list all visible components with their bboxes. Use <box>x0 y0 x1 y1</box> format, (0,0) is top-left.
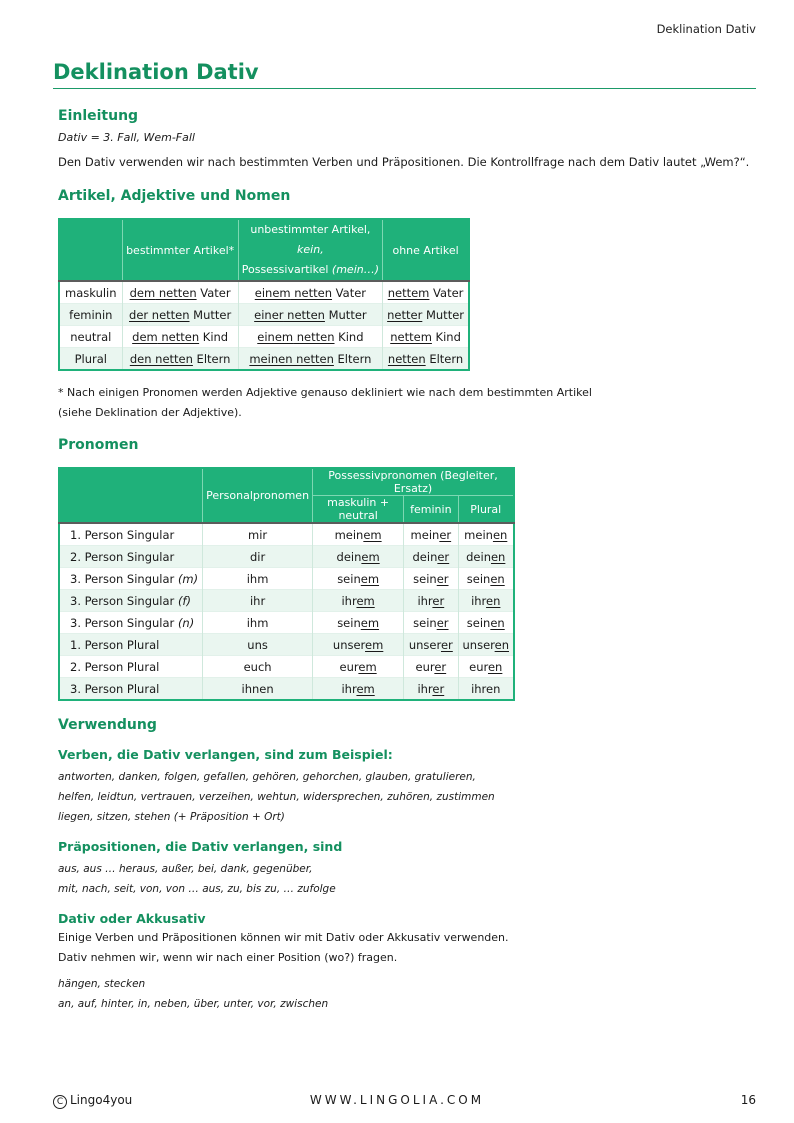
inflected-word: nettem <box>387 285 430 300</box>
indef-line2a: Possessivartikel <box>241 263 332 276</box>
noun: Mutter <box>422 307 464 322</box>
table-cell <box>238 281 382 304</box>
person-label <box>59 678 203 701</box>
articles-body <box>59 281 469 370</box>
verbs-line: antworten, danken, folgen, gefallen, gehören, gehorchen, glauben, gratulieren, <box>58 771 476 783</box>
inflected-word: netten <box>283 307 325 322</box>
inflected-word: netter <box>387 307 423 322</box>
table-cell <box>122 281 238 304</box>
person-text: 3. Person Singular <box>70 593 178 608</box>
table-row <box>59 546 514 568</box>
pronoun-stem: ihr <box>341 681 357 696</box>
gender-label: maskulin <box>59 281 122 304</box>
pronoun-stem: ihren <box>471 681 501 696</box>
noun: Vater <box>196 285 231 300</box>
inflected-word: den <box>129 351 152 366</box>
prepositions-line: mit, nach, seit, von, von … aus, zu, bis zu, … zufolge <box>58 883 336 895</box>
articles-note-1: * Nach einigen Pronomen werden Adjektive genauso dekliniert wie nach dem bestimmten Artikel <box>58 386 592 399</box>
pronoun-stem: sein <box>466 615 491 630</box>
possessive-pronoun <box>458 568 514 590</box>
pronoun-ending: en <box>486 593 501 608</box>
possessive-pronoun <box>313 546 404 568</box>
pronoun-stem: ihr <box>417 593 433 608</box>
pronoun-stem: unser <box>332 637 366 652</box>
pronoun-stem: dein <box>466 549 491 564</box>
inflected-word: netten <box>387 351 426 366</box>
prepositions-heading: Präpositionen, die Dativ verlangen, sind <box>58 839 343 854</box>
intro-heading: Einleitung <box>58 108 139 124</box>
pronoun-ending: em <box>365 637 384 652</box>
personal-pronoun: uns <box>203 634 313 656</box>
table-cell <box>383 348 469 371</box>
table-row <box>59 348 469 371</box>
pronoun-ending: er <box>436 571 449 586</box>
possessive-pronoun <box>404 546 458 568</box>
table-cell <box>238 326 382 348</box>
possessive-pronoun <box>313 523 404 546</box>
pronoun-ending: en <box>490 571 505 586</box>
possessive-pronoun <box>458 612 514 634</box>
verbs-line: liegen, sitzen, stehen (+ Präposition + Ort) <box>58 811 285 823</box>
personal-pronoun: ihnen <box>203 678 313 701</box>
person-text: 3. Person Singular <box>70 571 178 586</box>
table-row <box>59 304 469 326</box>
indef-line1b: kein, <box>297 243 324 256</box>
pronoun-stem: eur <box>339 659 359 674</box>
inflected-word: netten <box>155 285 197 300</box>
inflected-word: dem <box>129 285 156 300</box>
prepositions-line: aus, aus … heraus, außer, bei, dank, gegenüber, <box>58 863 313 875</box>
title-block <box>53 60 756 89</box>
person-label <box>59 523 203 546</box>
table-row <box>59 634 514 656</box>
inflected-word: einem <box>254 285 291 300</box>
table-row <box>59 568 514 590</box>
pronouns-table <box>58 467 515 701</box>
table-cell <box>122 348 238 371</box>
inflected-word: netten <box>293 329 335 344</box>
pronouns-heading: Pronomen <box>58 437 139 453</box>
inflected-word: netten <box>292 351 334 366</box>
inflected-word: einem <box>257 329 294 344</box>
pronoun-ending: em <box>356 681 375 696</box>
personal-pronoun: dir <box>203 546 313 568</box>
pronoun-stem: dein <box>412 549 438 564</box>
pronoun-stem: dein <box>336 549 362 564</box>
pronoun-stem: mein <box>334 527 364 542</box>
personal-pronoun: ihm <box>203 568 313 590</box>
gender-marker: (m) <box>177 571 199 586</box>
dat-acc-examples <box>58 974 758 1014</box>
intro-subtitle: Dativ = 3. Fall, Wem-Fall <box>58 131 195 144</box>
possessive-pronoun <box>458 656 514 678</box>
personal-pronoun: ihm <box>203 612 313 634</box>
person-text: 1. Person Plural <box>70 637 160 652</box>
possessive-pronoun <box>458 634 514 656</box>
inflected-word: dem <box>132 329 158 344</box>
personal-pronoun: euch <box>203 656 313 678</box>
table-row <box>59 281 469 304</box>
noun: Eltern <box>425 351 464 366</box>
possessive-pronoun <box>404 634 458 656</box>
table-cell <box>122 304 238 326</box>
pronoun-ending: em <box>356 593 375 608</box>
pronoun-stem: mein <box>410 527 440 542</box>
pronouns-header-empty <box>59 468 203 523</box>
pronoun-stem: sein <box>337 615 361 630</box>
pronoun-stem: ihr <box>341 593 357 608</box>
noun: Mutter <box>189 307 232 322</box>
verbs-heading: Verben, die Dativ verlangen, sind zum Beispiel: <box>58 747 393 762</box>
indef-line1a: unbestimmter Artikel, <box>250 223 371 236</box>
person-label <box>59 612 203 634</box>
page-number: 16 <box>740 1093 756 1107</box>
gender-label: feminin <box>59 304 122 326</box>
inflected-word: netten <box>148 307 190 322</box>
pronouns-header-masc-neutral: maskulin + neutral <box>313 496 404 524</box>
table-row <box>59 326 469 348</box>
table-cell <box>238 304 382 326</box>
person-text: 1. Person Singular <box>70 527 175 542</box>
running-header: Deklination Dativ <box>656 22 756 36</box>
pronoun-stem: sein <box>413 571 437 586</box>
table-row <box>59 523 514 546</box>
table-row <box>59 678 514 701</box>
table-row <box>59 590 514 612</box>
inflected-word: meinen <box>249 351 293 366</box>
pronoun-ending: en <box>494 637 509 652</box>
possessive-pronoun <box>404 523 458 546</box>
person-text: 2. Person Plural <box>70 659 160 674</box>
pronouns-header-personal: Personalpronomen <box>203 468 313 523</box>
pronoun-ending: en <box>487 659 503 674</box>
articles-heading: Artikel, Adjektive und Nomen <box>58 188 291 204</box>
noun: Vater <box>429 285 464 300</box>
pronoun-ending: er <box>440 637 453 652</box>
copyright-icon: C <box>53 1095 67 1109</box>
pronoun-ending: em <box>363 527 382 542</box>
possessive-pronoun <box>313 568 404 590</box>
dat-acc-example-line: an, auf, hinter, in, neben, über, unter, vor, zwischen <box>58 998 329 1010</box>
pronoun-ending: er <box>432 593 445 608</box>
pronoun-ending: em <box>361 549 380 564</box>
pronoun-stem: eur <box>469 659 488 674</box>
pronoun-ending: er <box>439 527 452 542</box>
gender-marker: (n) <box>177 615 195 630</box>
person-text: 3. Person Plural <box>70 681 160 696</box>
articles-table <box>58 218 470 371</box>
pronoun-ending: em <box>360 615 380 630</box>
pronoun-ending: er <box>432 681 445 696</box>
dat-acc-heading: Dativ oder Akkusativ <box>58 911 206 926</box>
personal-pronoun: ihr <box>203 590 313 612</box>
dat-acc-text: Dativ nehmen wir, wenn wir nach einer Position (wo?) fragen. <box>58 951 398 964</box>
table-cell <box>383 281 469 304</box>
prepositions-list <box>58 859 758 899</box>
articles-header-definite: bestimmter Artikel* <box>122 219 238 281</box>
pronoun-ending: er <box>437 549 450 564</box>
pronouns-header-plural: Plural <box>458 496 514 524</box>
content <box>58 108 758 1014</box>
footer-brand: Lingo4you <box>70 1093 133 1107</box>
possessive-pronoun <box>458 546 514 568</box>
articles-note-2: (siehe Deklination der Adjektive). <box>58 406 242 419</box>
person-text: 3. Person Singular <box>70 615 178 630</box>
possessive-pronoun <box>404 656 458 678</box>
person-text: 2. Person Singular <box>70 549 175 564</box>
pronoun-stem: ihr <box>471 593 487 608</box>
noun: Kind <box>199 329 229 344</box>
possessive-pronoun <box>458 678 514 701</box>
pronouns-header-feminine: feminin <box>404 496 458 524</box>
table-row <box>59 656 514 678</box>
possessive-pronoun <box>313 612 404 634</box>
articles-header-indefinite <box>238 219 382 281</box>
pronouns-body <box>59 523 514 700</box>
noun: Kind <box>431 329 461 344</box>
inflected-word: nettem <box>390 329 432 344</box>
noun: Kind <box>334 329 364 344</box>
pronoun-stem: sein <box>413 615 437 630</box>
inflected-word: einer <box>254 307 284 322</box>
table-cell <box>383 326 469 348</box>
person-label <box>59 546 203 568</box>
noun: Mutter <box>324 307 367 322</box>
possessive-pronoun <box>313 678 404 701</box>
pronoun-stem: unser <box>408 637 441 652</box>
pronoun-ending: en <box>490 549 506 564</box>
pronoun-ending: en <box>492 527 508 542</box>
indef-line2b: (mein…) <box>331 263 380 276</box>
pronoun-ending: en <box>490 615 505 630</box>
inflected-word: netten <box>290 285 333 300</box>
possessive-pronoun <box>313 634 404 656</box>
page-title: Deklination Dativ <box>53 60 259 84</box>
articles-header-no-article: ohne Artikel <box>383 219 469 281</box>
possessive-pronoun <box>404 568 458 590</box>
possessive-pronoun <box>458 523 514 546</box>
footer-website[interactable]: WWW.LINGOLIA.COM <box>309 1093 485 1107</box>
personal-pronoun: mir <box>203 523 313 546</box>
verbs-line: helfen, leidtun, vertrauen, verzeihen, wehtun, widersprechen, zuhören, zustimmen <box>58 791 495 803</box>
dat-acc-text: Einige Verben und Präpositionen können wir mit Dativ oder Akkusativ verwenden. <box>58 931 509 944</box>
possessive-pronoun <box>404 678 458 701</box>
gender-label: neutral <box>59 326 122 348</box>
possessive-pronoun <box>313 656 404 678</box>
gender-label: Plural <box>59 348 122 371</box>
inflected-word: der <box>129 307 149 322</box>
pronoun-ending: er <box>434 659 447 674</box>
intro-text: Den Dativ verwenden wir nach bestimmten Verben und Präpositionen. Die Kontrollfrage nach dem Dativ lautet „Wem?“. <box>58 155 750 169</box>
possessive-pronoun <box>404 612 458 634</box>
inflected-word: netten <box>157 329 200 344</box>
pronoun-ending: em <box>360 571 380 586</box>
pronoun-stem: eur <box>415 659 435 674</box>
person-label <box>59 656 203 678</box>
pronoun-ending: er <box>436 615 449 630</box>
usage-heading: Verwendung <box>58 717 157 733</box>
table-cell <box>238 348 382 371</box>
table-cell <box>383 304 469 326</box>
articles-header-empty <box>59 219 122 281</box>
pronoun-stem: mein <box>464 527 493 542</box>
person-label <box>59 590 203 612</box>
pronouns-header-possessive: Possessivpronomen (Begleiter, Ersatz) <box>313 468 514 496</box>
pronoun-stem: ihr <box>417 681 433 696</box>
table-cell <box>122 326 238 348</box>
noun: Eltern <box>192 351 231 366</box>
gender-marker: (f) <box>177 593 191 608</box>
possessive-pronoun <box>458 590 514 612</box>
pronoun-stem: sein <box>337 571 361 586</box>
possessive-pronoun <box>313 590 404 612</box>
pronoun-ending: em <box>358 659 377 674</box>
person-label <box>59 568 203 590</box>
noun: Vater <box>332 285 367 300</box>
pronoun-stem: sein <box>466 571 491 586</box>
table-row <box>59 612 514 634</box>
noun: Eltern <box>333 351 372 366</box>
verbs-list <box>58 767 758 827</box>
dat-acc-example-line: hängen, stecken <box>58 978 146 990</box>
pronoun-stem: unser <box>462 637 495 652</box>
person-label <box>59 634 203 656</box>
inflected-word: netten <box>151 351 193 366</box>
possessive-pronoun <box>404 590 458 612</box>
